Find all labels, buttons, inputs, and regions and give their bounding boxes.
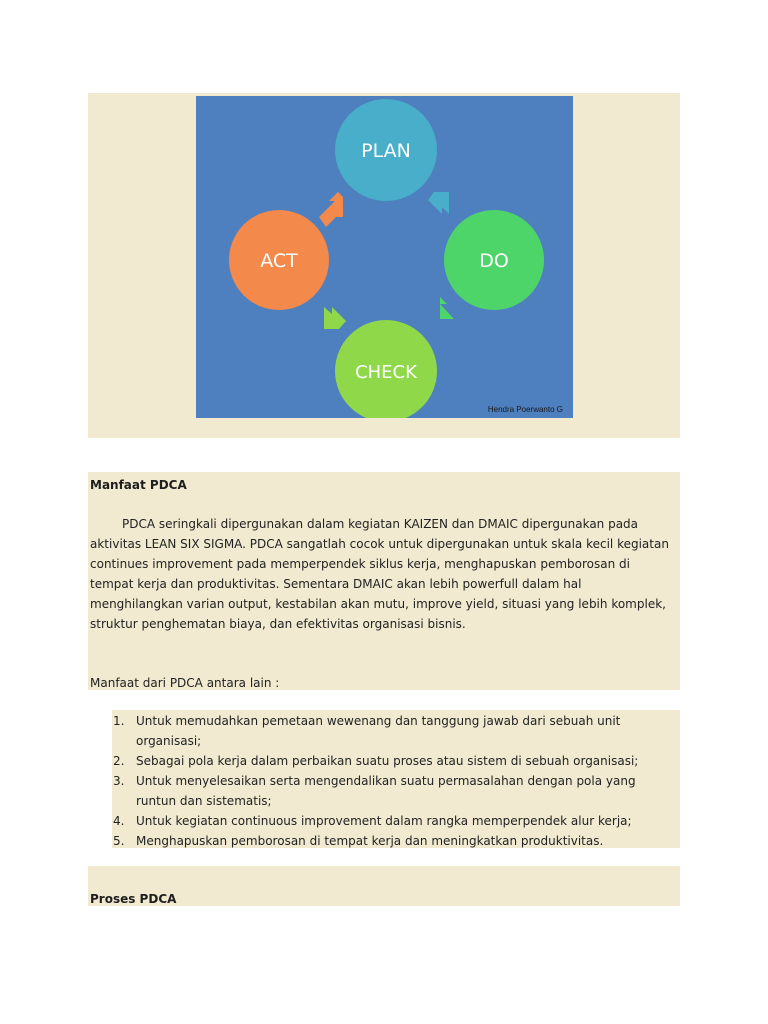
list-item-text: organisasi;	[136, 734, 202, 748]
list-item-text: Menghapuskan pemborosan di tempat kerja dan meningkatkan produktivitas.	[136, 834, 604, 848]
arrow-check-to-act	[324, 307, 346, 329]
paragraph-line: PDCA seringkali dipergunakan dalam kegiatan KAIZEN dan DMAIC dipergunakan pada	[122, 517, 639, 531]
check-label: CHECK	[355, 362, 417, 383]
section-heading-proses: Proses PDCA	[90, 892, 177, 906]
list-item	[112, 751, 680, 771]
paragraph-line: struktur penghematan biaya, dan efektivitas organisasi bisnis.	[90, 617, 466, 631]
act-label: ACT	[260, 250, 298, 272]
list-number: 4.	[113, 814, 125, 828]
list-item-text: Sebagai pola kerja dalam perbaikan suatu proses atau sistem di sebuah organisasi;	[136, 754, 639, 768]
do-label: DO	[479, 250, 509, 272]
list-item	[112, 771, 680, 811]
image-credit: Hendra Poerwanto G	[487, 405, 563, 414]
list-item	[112, 811, 680, 831]
manfaat-section	[88, 472, 680, 690]
pdca-diagram	[196, 96, 573, 418]
plan-label: PLAN	[361, 140, 411, 162]
section-heading-manfaat: Manfaat PDCA	[90, 478, 187, 492]
list-item-text: Untuk menyelesaikan serta mengendalikan suatu permasalahan dengan pola yang	[136, 774, 636, 788]
figure-block	[88, 93, 680, 438]
list-intro: Manfaat dari PDCA antara lain :	[90, 676, 280, 690]
arrow-act-to-plan	[319, 190, 343, 227]
manfaat-paragraph	[90, 514, 678, 634]
paragraph-line: continues improvement pada memperpendek siklus kerja, menghapuskan pemborosan di	[90, 557, 630, 571]
list-item-text: runtun dan sistematis;	[136, 794, 272, 808]
paragraph-line: menghilangkan varian output, kestabilan akan mutu, improve yield, situasi yang lebih komplek,	[90, 597, 666, 611]
paragraph-line: tempat kerja dan produktivitas. Sementara DMAIC akan lebih powerfull dalam hal	[90, 577, 582, 591]
list-item-text: Untuk kegiatan continuous improvement dalam rangka memperpendek alur kerja;	[136, 814, 632, 828]
list-number: 1.	[113, 714, 125, 728]
list-number: 2.	[113, 754, 125, 768]
proses-section	[88, 866, 680, 906]
arrow-do-to-check	[440, 297, 462, 319]
list-item	[112, 711, 680, 751]
list-item	[112, 831, 680, 851]
arrow-plan-to-do	[428, 192, 449, 214]
list-number: 3.	[113, 774, 125, 788]
pdca-cycle-svg	[196, 96, 573, 418]
list-number: 5.	[113, 834, 125, 848]
benefits-list-block	[112, 710, 680, 848]
list-item-text: Untuk memudahkan pemetaan wewenang dan tanggung jawab dari sebuah unit	[136, 714, 621, 728]
benefits-list	[112, 711, 680, 851]
paragraph-line: aktivitas LEAN SIX SIGMA. PDCA sangatlah cocok untuk dipergunakan untuk skala kecil kegiatan	[90, 537, 669, 551]
